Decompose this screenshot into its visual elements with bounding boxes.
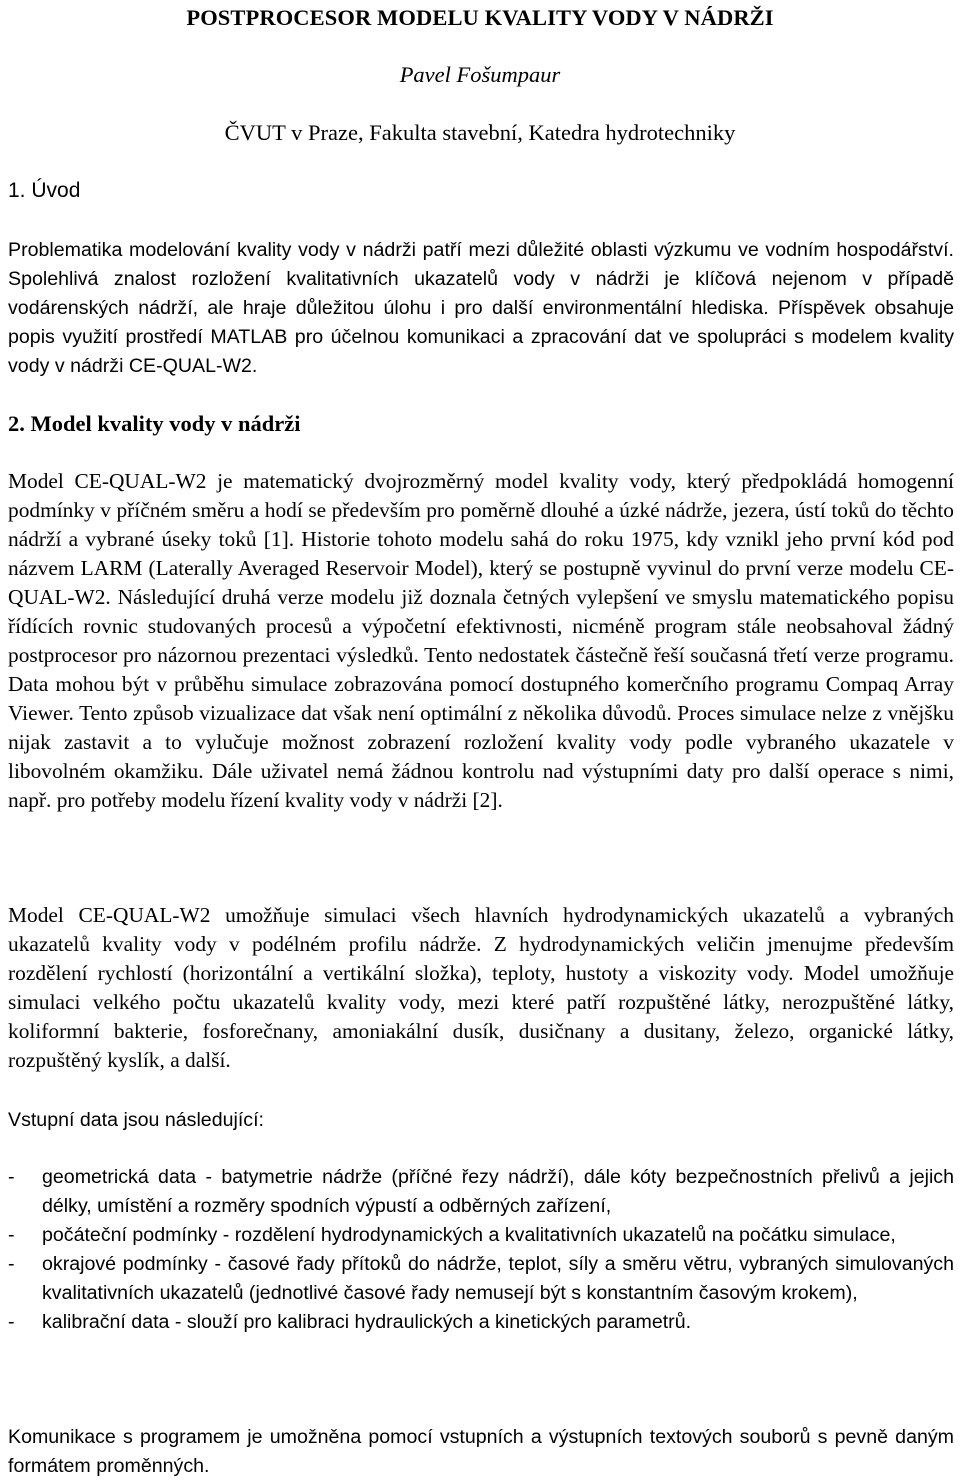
model-paragraph-history: Model CE-QUAL-W2 je matematický dvojrozměrný model kvality vody, který předpokládá homogenní podmínky v příčném směru a hodí se především pro poměrně dlouhé a úzké nádrže, jezera, ústí toků do těchto nádrží a vybrané úseky toků [1]. Historie tohoto modelu sahá do roku 1975, kdy vznikl jeho první kód pod názvem LARM (Laterally Averaged Reservoir Model), který se postupně vyvinul do první verze modelu CE-QUAL-W2. Následující druhá verze modelu již doznala četných vylepšení ve smyslu matematického popisu řídících rovnic studovaných procesů a výpočetní efektivnosti, nicméně program stále neobsahoval žádný postprocesor pro názornou prezentaci výsledků. Tento nedostatek částečně řeší současná třetí verze programu. Data mohou být v průběhu simulace zobrazována pomocí dostupného komerčního programu Compaq Array Viewer. Tento způsob vizualizace dat však není optimální z několika důvodů. Proces simulace nelze z vnějšku nijak zastavit a to vylučuje možnost zobrazení rozložení kvality vody podle vybraného ukazatele v libovolném okamžiku. Dále uživatel nemá žádnou kontrolu nad výstupními daty pro další operace s nimi, např. pro potřeby modelu řízení kvality vody v nádrži [2]. xyxy=(8,469,954,812)
list-item-text: geometrická data - batymetrie nádrže (příčné řezy nádrží), dále kóty bezpečnostních přelivů a jejich délky, umístění a rozměry spodních výpustí a odběrných zařízení, xyxy=(42,1166,954,1217)
list-item xyxy=(8,1221,954,1250)
model-paragraph-capabilities: Model CE-QUAL-W2 umožňuje simulaci všech hlavních hydrodynamických ukazatelů a vybraných ukazatelů kvality vody v podélném profilu nádrže. Z hydrodynamických veličin jmenujme především rozdělení rychlostí (horizontální a vertikální složka), teploty, hustoty a viskozity vody. Model umožňuje simulaci velkého počtu ukazatelů kvality vody, mezi které patří rozpuštěné látky, nerozpuštěné látky, koliformní bakterie, fosforečnany, amoniakální dusík, dusičnany a dusitany, železo, organické látky, rozpuštěný kyslík, a další. xyxy=(8,903,954,1072)
list-bullet: - xyxy=(8,1311,15,1333)
input-data-list xyxy=(8,1163,954,1337)
list-item-text: kalibrační data - slouží pro kalibraci hydraulických a kinetických parametrů. xyxy=(42,1311,692,1333)
list-bullet: - xyxy=(8,1224,15,1246)
inputs-intro: Vstupní data jsou následující: xyxy=(8,1109,264,1131)
author-affiliation: ČVUT v Praze, Fakulta stavební, Katedra hydrotechniky xyxy=(224,120,736,145)
list-bullet: - xyxy=(8,1253,15,1275)
list-bullet: - xyxy=(8,1166,15,1188)
intro-paragraph: Problematika modelování kvality vody v nádrži patří mezi důležité oblasti výzkumu ve vodním hospodářství. Spolehlivá znalost rozložení kvalitativních ukazatelů vody v nádrži je klíčová nejenom v případě vodárenských nádrží, ale hraje důležitou úlohu i pro další environmentální hlediska. Příspěvek obsahuje popis využití prostředí MATLAB pro účelnou komunikaci a zpracování dat ve spolupráci s modelem kvality vody v nádrži CE-QUAL-W2. xyxy=(8,239,954,377)
section-heading-intro: 1. Úvod xyxy=(8,179,81,202)
list-item xyxy=(8,1163,954,1221)
closing-paragraph: Komunikace s programem je umožněna pomocí vstupních a výstupních textových souborů s pevně daným formátem proměnných. xyxy=(8,1426,954,1477)
list-item-text: okrajové podmínky - časové řady přítoků do nádrže, teplot, síly a směru větru, vybraných simulovaných kvalitativních ukazatelů (jednotlivé časové řady nemusejí být s konstantním časovým krokem), xyxy=(42,1253,954,1304)
section-heading-model: 2. Model kvality vody v nádrži xyxy=(8,411,301,436)
author-name: Pavel Fošumpaur xyxy=(399,62,561,87)
paper-title: POSTPROCESOR MODELU KVALITY VODY V NÁDRŽI xyxy=(186,5,774,30)
list-item xyxy=(8,1250,954,1308)
list-item xyxy=(8,1308,954,1337)
list-item-text: počáteční podmínky - rozdělení hydrodynamických a kvalitativních ukazatelů na počátku simulace, xyxy=(42,1224,896,1246)
